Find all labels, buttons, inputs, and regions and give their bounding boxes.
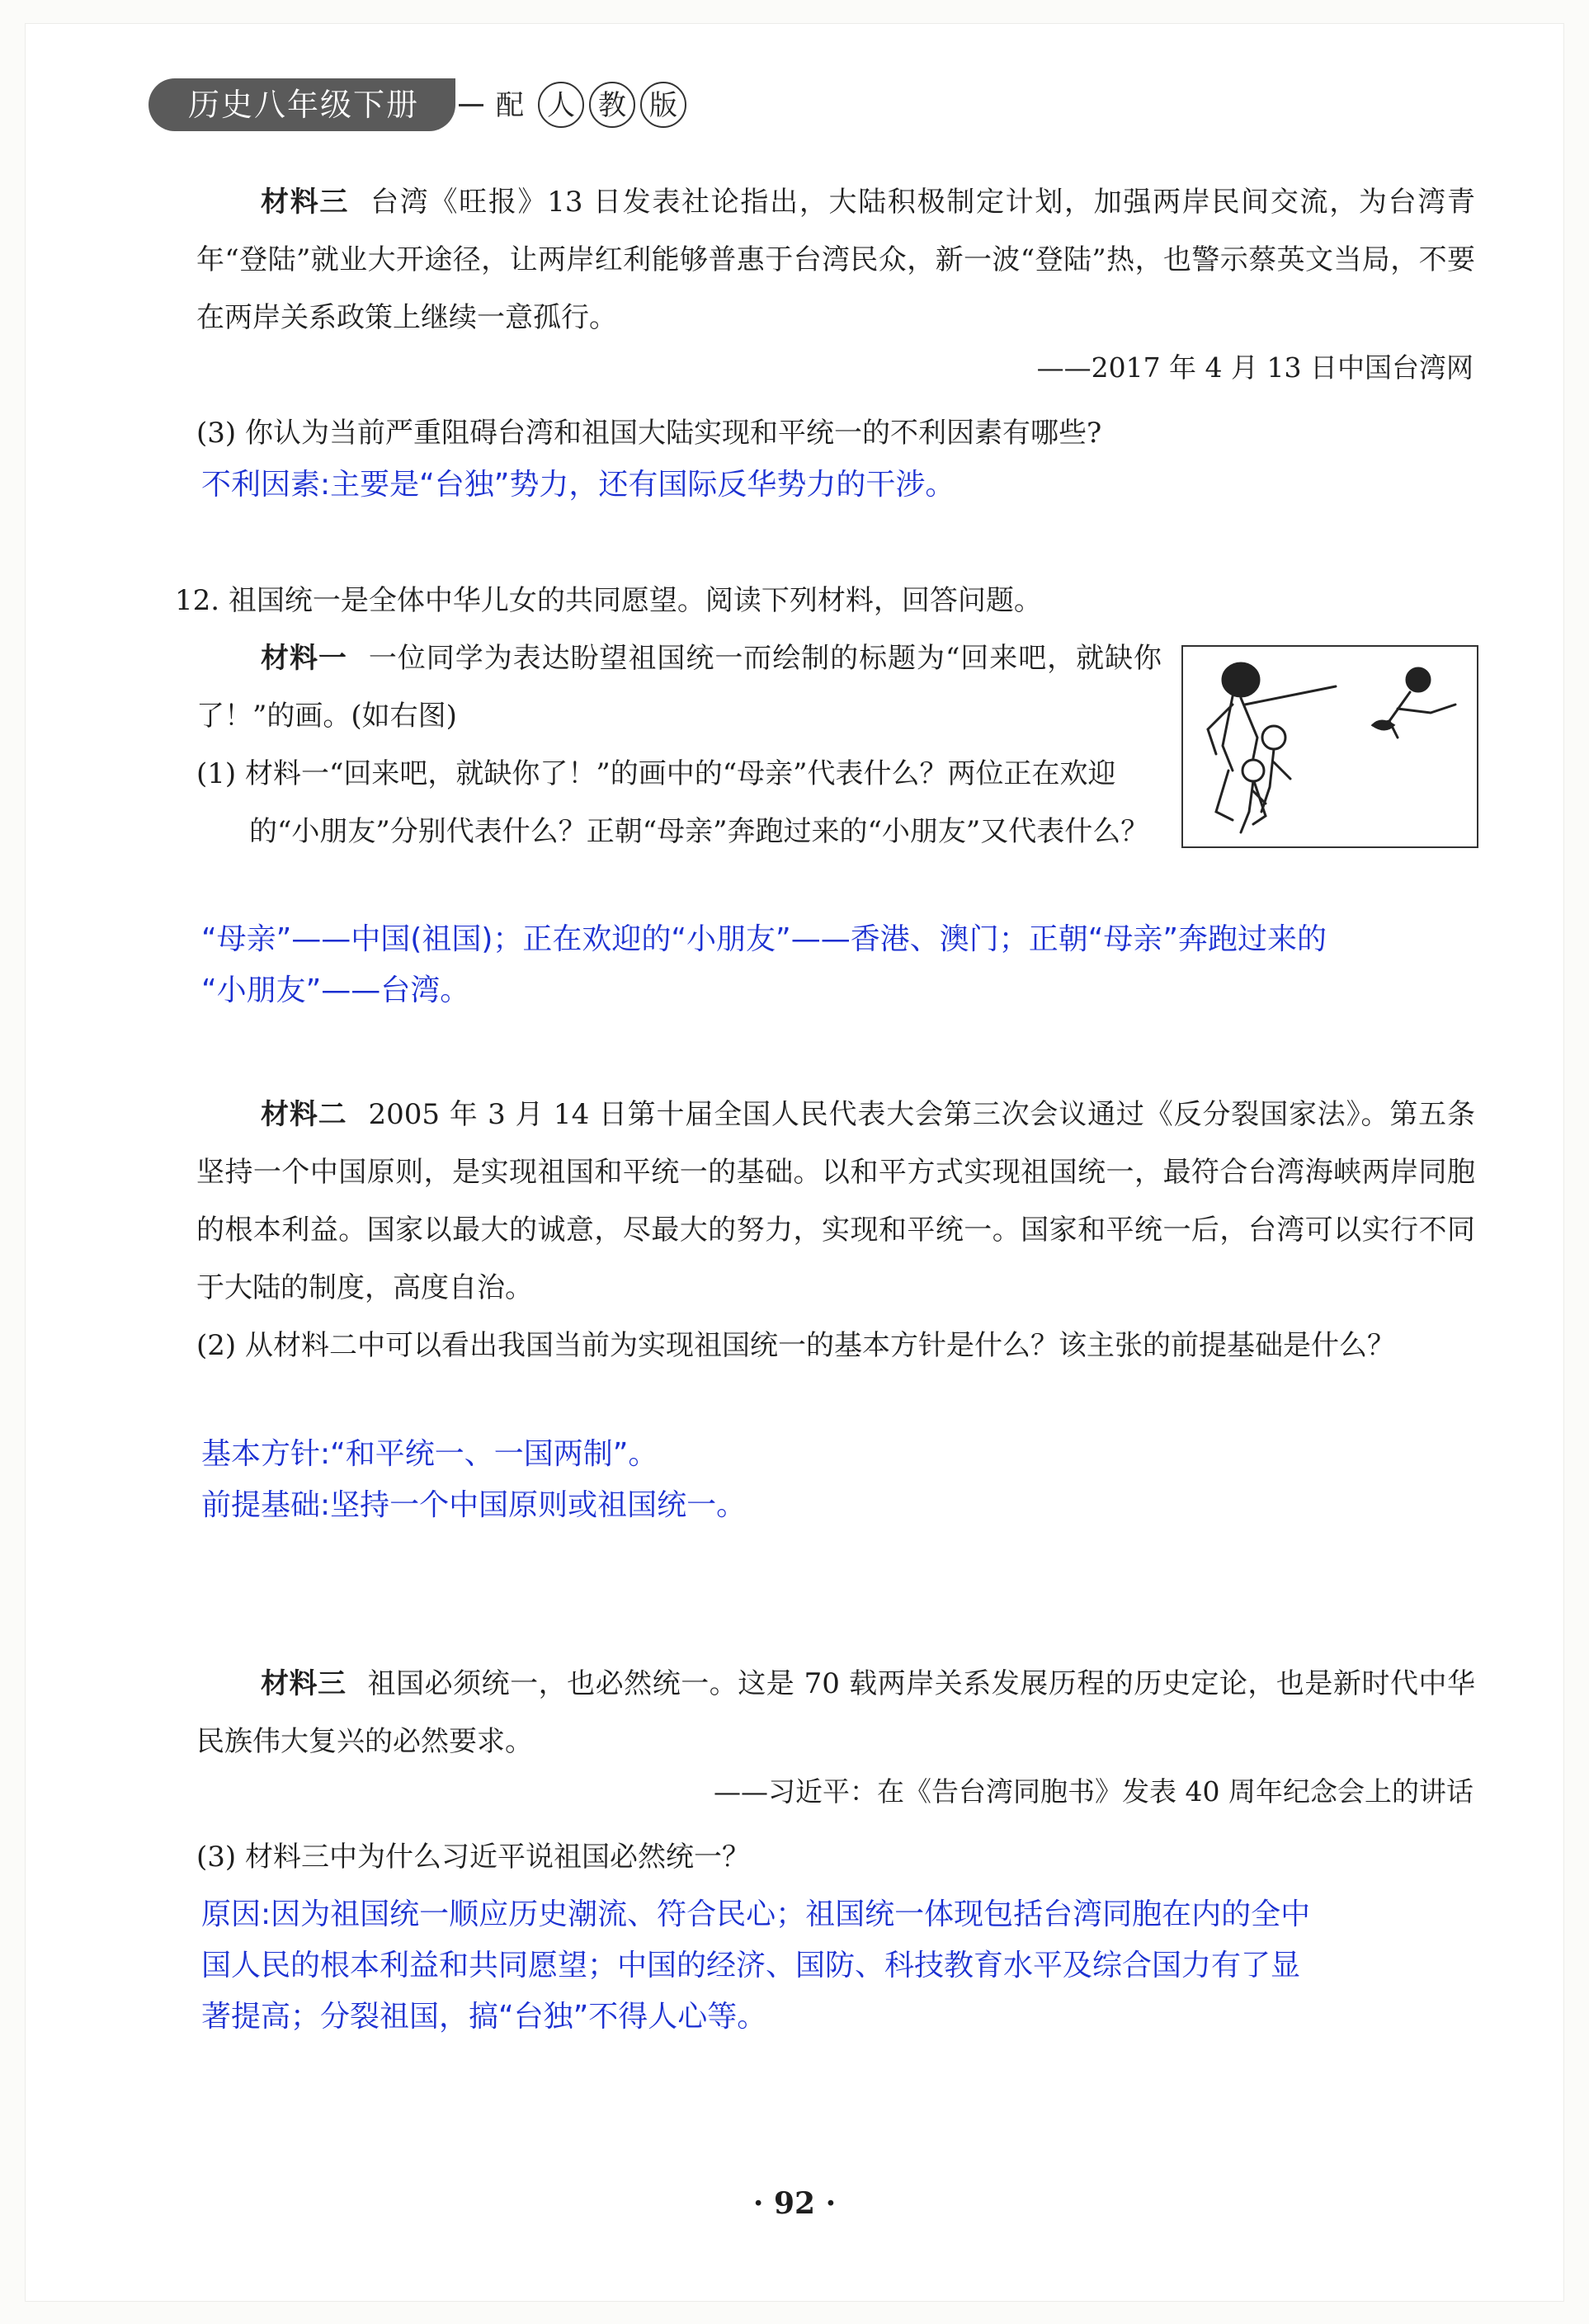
material-label: 材料三	[261, 1667, 347, 1700]
book-title: 历史八年级下册	[149, 78, 455, 131]
page-number: · 92 ·	[752, 2186, 837, 2221]
material-text: 2005 年 3 月 14 日第十届全国人民代表大会第三次会议通过《反分裂国家法》。第五条 坚持一个中国原则，是实现祖国和平统一的基础。以和平方式实现祖国统一，最符合台湾海峡两岸同胞的根本利益。国家以最大的诚意，尽最大的努力，实现和平统一。国家和平统一后，台湾可以实行不同于大陆的制度，高度自治。	[196, 1098, 1503, 1304]
answer-line: “小朋友”——台湾。	[201, 973, 470, 1007]
question-1	[196, 745, 1170, 860]
page-header	[149, 76, 686, 134]
question-text: (2) 从材料二中可以看出我国当前为实现祖国统一的基本方针是什么？该主张的前提基础是什么？	[196, 1329, 1395, 1362]
mother-and-children-illustration	[1183, 647, 1477, 846]
question-text: (3) 材料三中为什么习近平说祖国必然统一？	[196, 1841, 750, 1874]
question-12-stem	[175, 572, 1454, 629]
answer-block	[201, 914, 1488, 1016]
illustration-figure	[1181, 645, 1478, 848]
question-3	[196, 1828, 1475, 1886]
answer-block	[201, 460, 1488, 511]
answer-line: 国人民的根本利益和共同愿望；中国的经济、国防、科技教育水平及综合国力有了显	[201, 1949, 1301, 1982]
material-label: 材料二	[261, 1098, 347, 1131]
material-paragraph	[196, 629, 1162, 745]
material-paragraph	[196, 1086, 1503, 1317]
edition-char: 配	[487, 82, 533, 128]
material-label: 材料一	[261, 642, 347, 675]
answer-line: 基本方针:“和平统一、一国两制”。	[201, 1437, 658, 1471]
answer-block	[201, 1429, 1488, 1531]
question-2	[196, 1317, 1475, 1374]
material-paragraph	[196, 173, 1475, 346]
answer-text: 不利因素:主要是“台独”势力，还有国际反华势力的干涉。	[201, 468, 955, 502]
answer-line: 原因:因为祖国统一顺应历史潮流、符合民心；祖国统一体现包括台湾同胞在内的全中	[201, 1897, 1311, 1931]
material-text: 一位同学为表达盼望祖国统一而绘制的标题为“回来吧，就缺你了！”的画。(如右图)	[196, 642, 1162, 733]
header-divider	[459, 104, 483, 106]
answer-line: 著提高；分裂祖国，搞“台独”不得人心等。	[201, 2000, 767, 2034]
answer-line: “母亲”——中国(祖国)；正在欢迎的“小朋友”——香港、澳门；正朝“母亲”奔跑过来的	[201, 922, 1327, 956]
material-text: 台湾《旺报》13 日发表社论指出，大陆积极制定计划，加强两岸民间交流，为台湾青年“登陆”就业大开途径，让两岸红利能够普惠于台湾民众，新一波“登陆”热，也警示蔡英文当局，不要在两岸关系政策上继续一意孤行。	[196, 186, 1475, 334]
answer-line: 前提基础:坚持一个中国原则或祖国统一。	[201, 1488, 747, 1522]
material-text: 祖国必须统一，也必然统一。这是 70 载两岸关系发展历程的历史定论，也是新时代中华民族伟大复兴的必然要求。	[196, 1667, 1475, 1758]
material-paragraph	[196, 1655, 1475, 1770]
edition-badges	[487, 82, 686, 128]
answer-block	[201, 1889, 1488, 2043]
material-label: 材料三	[261, 186, 350, 219]
material-source: ——2017 年 4 月 13 日中国台湾网	[1036, 351, 1473, 384]
edition-char: 版	[640, 82, 686, 128]
material-source: ——习近平：在《告台湾同胞书》发表 40 周年纪念会上的讲话	[714, 1775, 1473, 1808]
question-text: (1) 材料一“回来吧，就缺你了！”的画中的“母亲”代表什么？两位正在欢迎的“小朋友”分别代表什么？正朝“母亲”奔跑过来的“小朋友”又代表什么？	[196, 757, 1149, 848]
question-text: (3) 你认为当前严重阻碍台湾和祖国大陆实现和平统一的不利因素有哪些?	[196, 417, 1102, 450]
question-stem-text: 12. 祖国统一是全体中华儿女的共同愿望。阅读下列材料，回答问题。	[175, 584, 1042, 617]
edition-char: 教	[589, 82, 635, 128]
question-3	[196, 404, 1475, 462]
edition-char: 人	[538, 82, 584, 128]
